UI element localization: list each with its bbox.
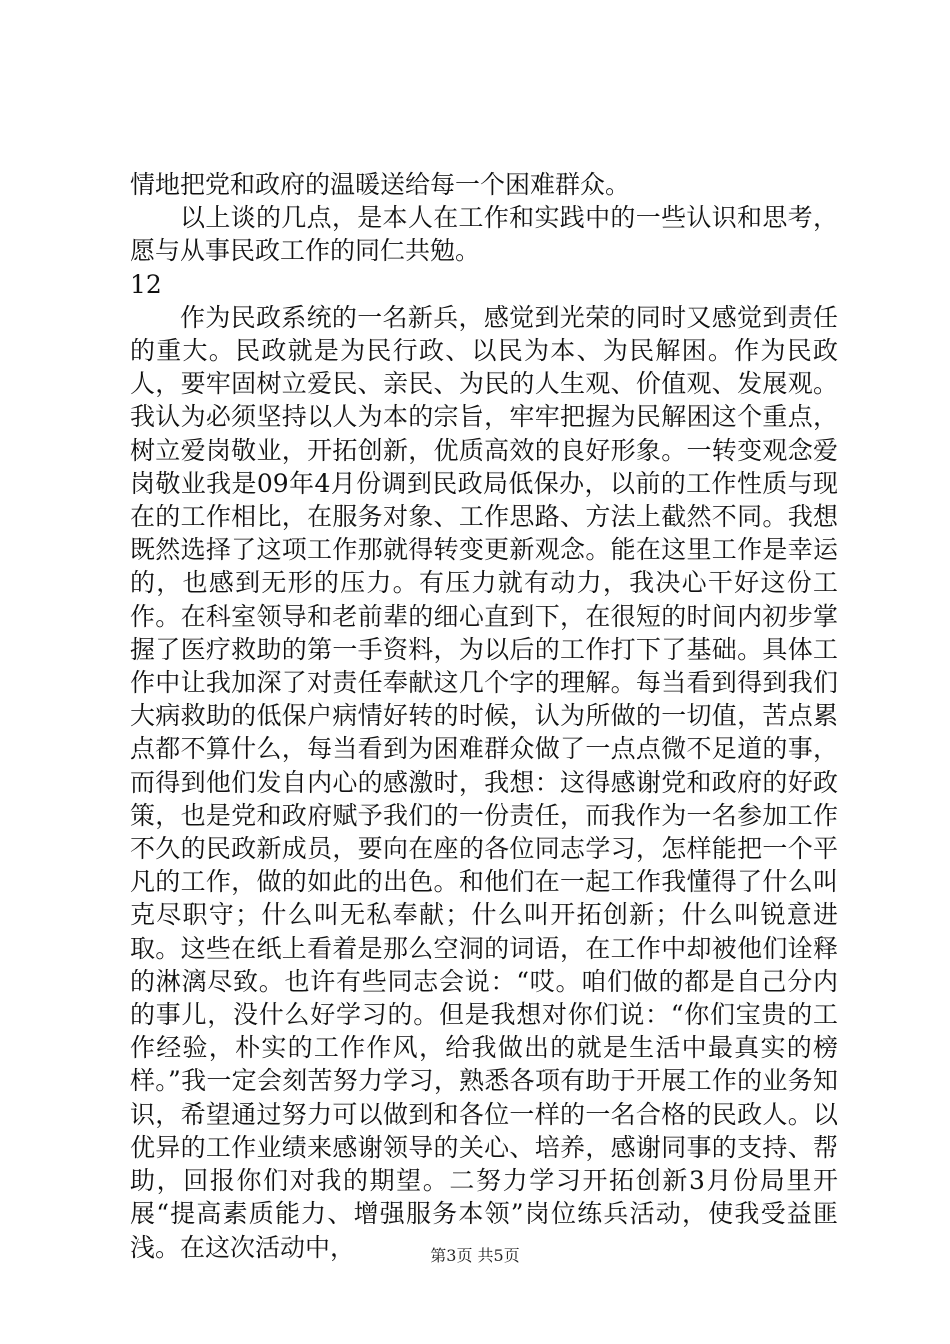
section-number: 12: [130, 269, 162, 299]
paragraph-closing: 以上谈的几点，是本人在工作和实践中的一些认识和思考，愿与从事民政工作的同仁共勉。: [130, 203, 838, 266]
paragraph-main: 作为民政系统的一名新兵，感觉到光荣的同时又感觉到责任的重大。民政就是为民行政、以民为本、为民解困。作为民政人，要牢固树立爱民、亲民、为民的人生观、价值观、发展观。我认为必须坚持以人为本的宗旨，牢牢把握为民解困这个重点，树立爱岗敬业，开拓创新，优质高效的良好形象。一转变观念爱岗敬业我是09年4月份调到民政局低保办，以前的工作性质与现在的工作相比，在服务对象、工作思路、方法上截然不同。我想既然选择了这项工作那就得转变更新观念。能在这里工作是幸运的，也感到无形的压力。有压力就有动力，我决心干好这份工作。在科室领导和老前辈的细心直到下，在很短的时间内初步掌握了医疗救助的第一手资料，为以后的工作打下了基础。具体工作中让我加深了对责任奉献这几个字的理解。每当看到得到我们大病救助的低保户病情好转的时候，认为所做的一切值，苦点累点都不算什么，每当看到为困难群众做了一点点微不足道的事，而得到他们发自内心的感激时，我想：这得感谢党和政府的好政策，也是党和政府赋予我们的一份责任，而我作为一名参加工作不久的民政新成员，要向在座的各位同志学习，怎样能把一个平凡的工作，做的如此的出色。和他们在一起工作我懂得了什么叫克尽职守；什么叫无私奉献；什么叫开拓创新；什么叫锐意进取。这些在纸上看着是那么空洞的词语，在工作中却被他们诠释的淋漓尽致。也许有些同志会说：“哎。咱们做的都是自己分内的事儿，没什么好学习的。但是我想对你们说：“你们宝贵的工作经验，朴实的工作作风，给我做出的就是生活中最真实的榜样。”我一定会刻苦努力学习，熟悉各项有助于开展工作的业务知识，希望通过努力可以做到和各位一样的一名合格的民政人。以优异的工作业绩来感谢领导的关心、培养，感谢同事的支持、帮助，回报你们对我的期望。二努力学习开拓创新3月份局里开展“提高素质能力、增强服务本领”岗位练兵活动，使我受益匪浅。在这次活动中，: [130, 302, 838, 1262]
paragraph-continuation: 情地把党和政府的温暖送给每一个困难群众。: [130, 170, 631, 199]
page-footer: 第3页 共5页: [430, 1246, 520, 1265]
document-body: [130, 168, 838, 1264]
